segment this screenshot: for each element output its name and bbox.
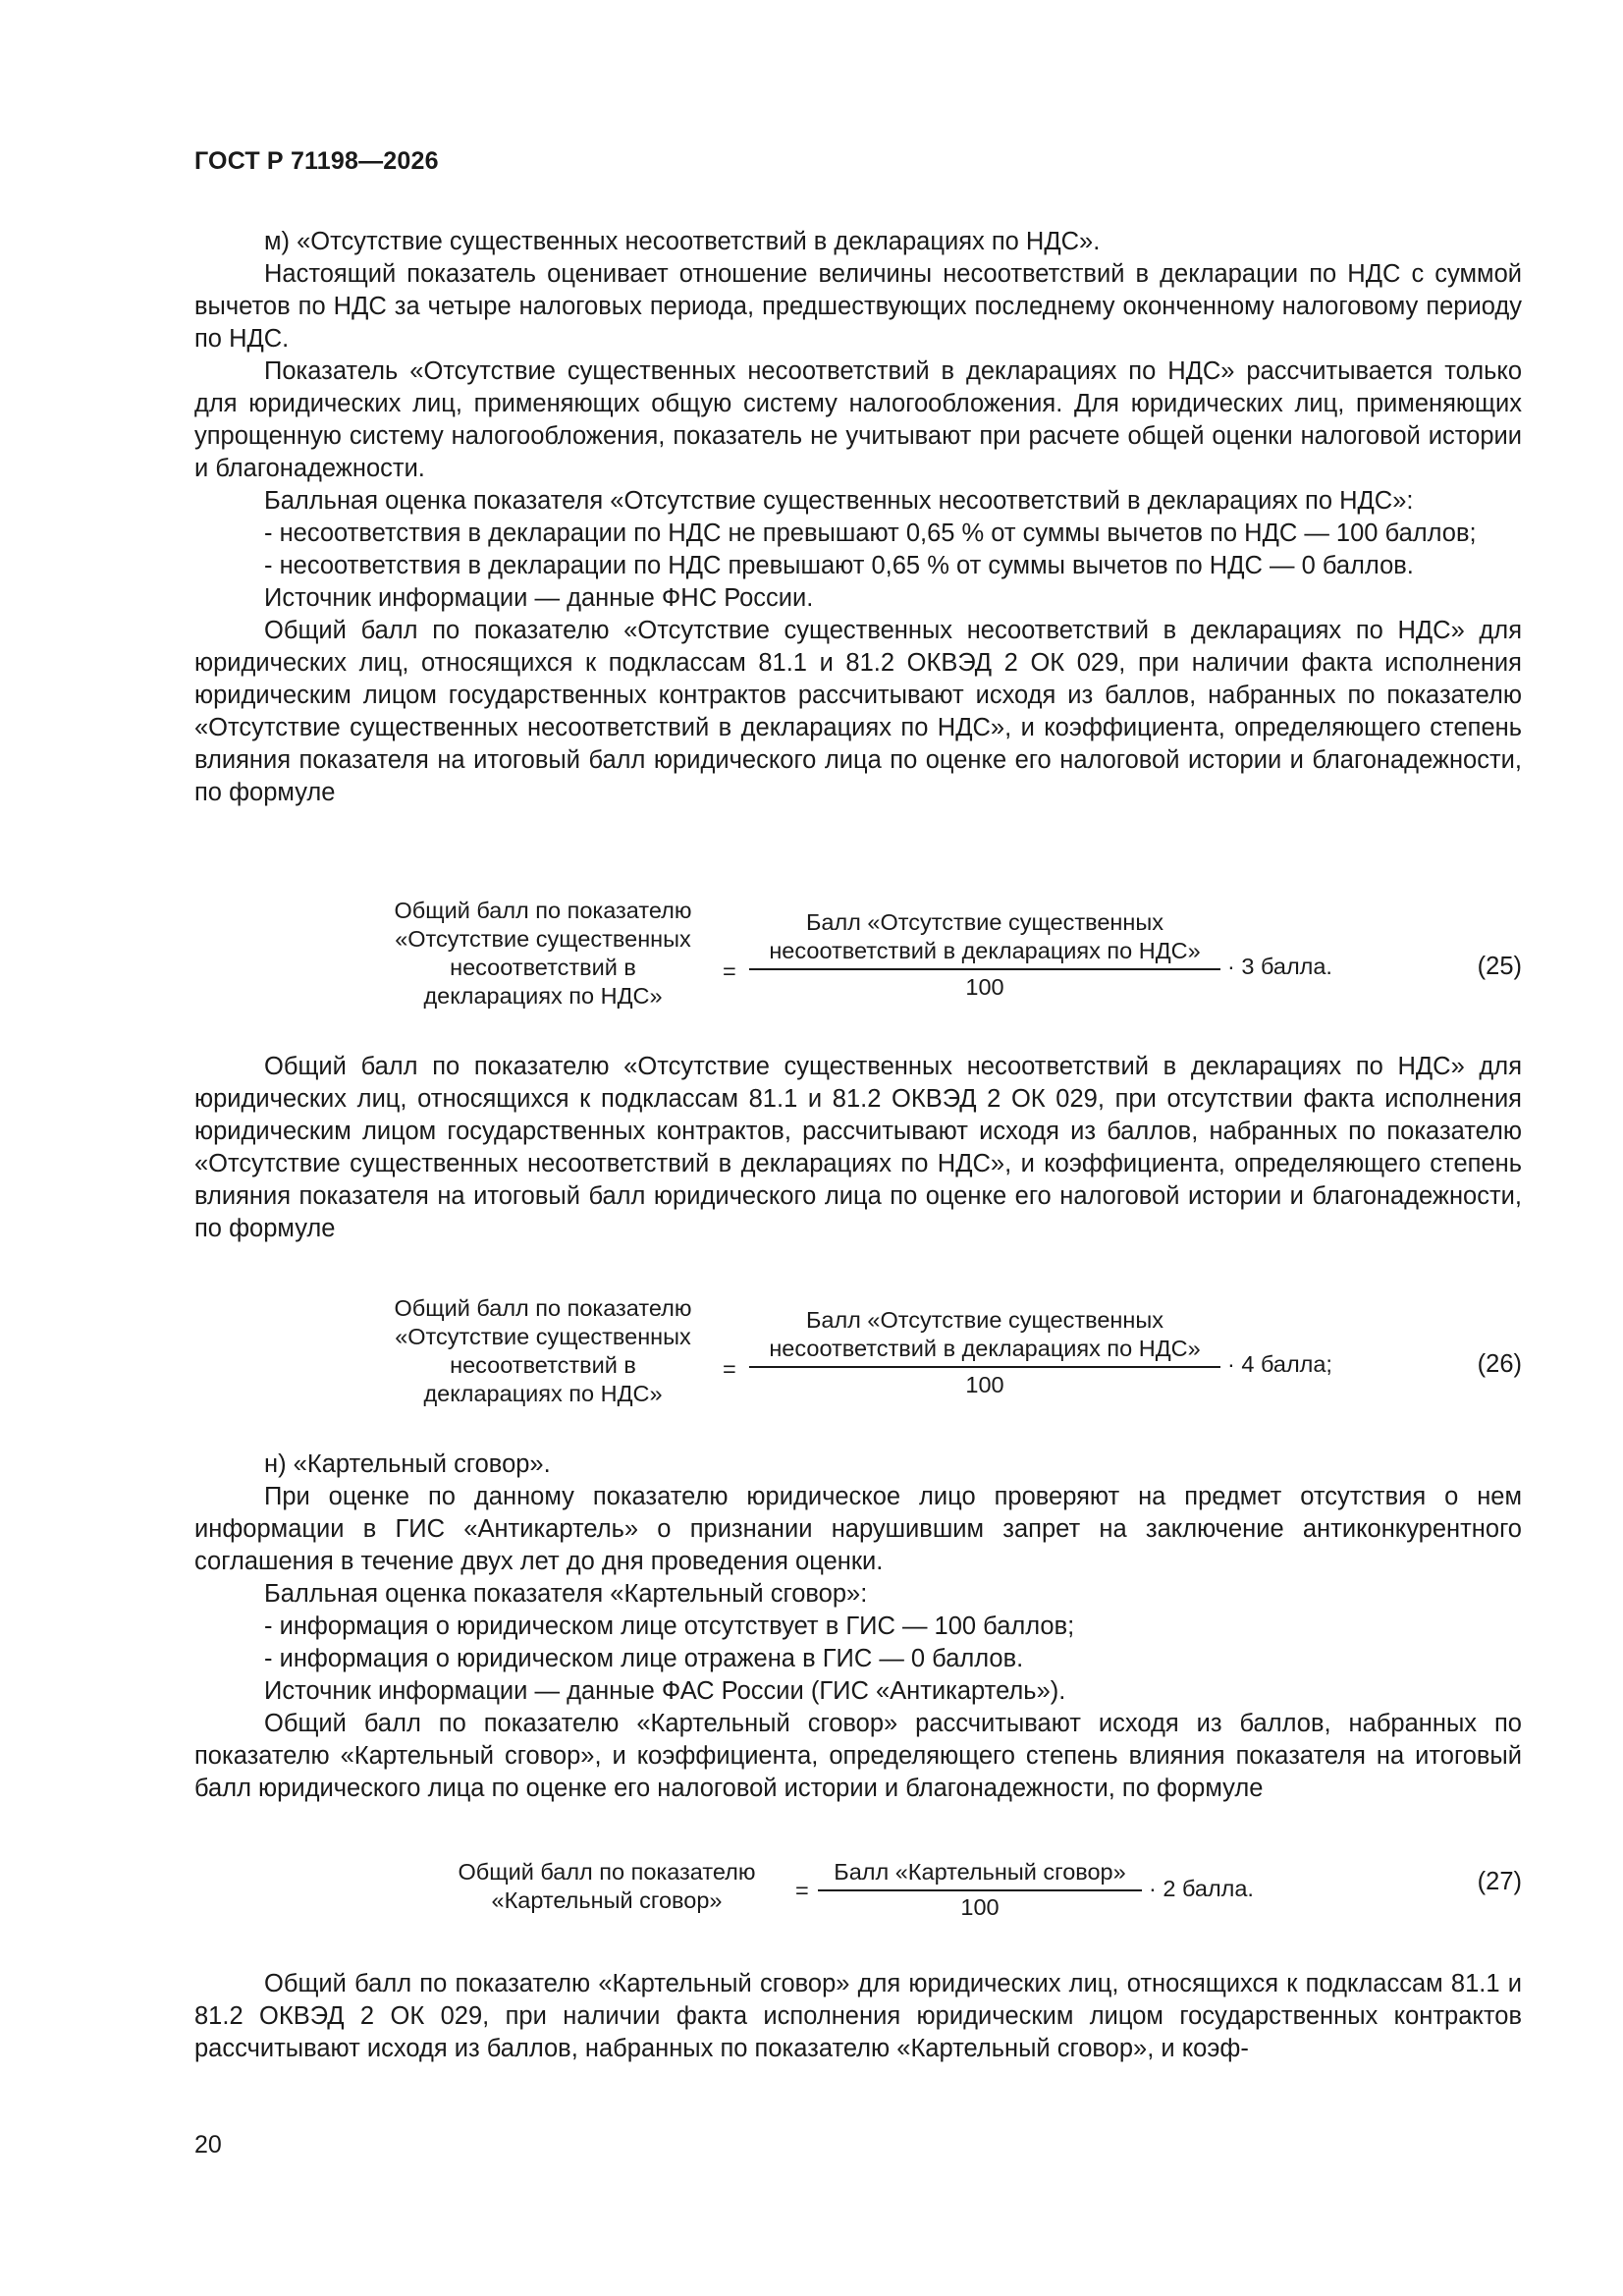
list-item: - информация о юридическом лице отражена в ГИС — 0 баллов. (264, 1645, 1024, 1672)
formula-27 (194, 1858, 1522, 1927)
equals-sign: = (723, 1356, 736, 1382)
paragraph: Источник информации — данные ФАС России (ГИС «Антикартель»). (264, 1677, 1066, 1705)
fraction-bar (749, 1366, 1220, 1368)
formula-lhs: Общий балл по показателю «Картельный сговор» (458, 1859, 756, 1913)
text-block-1 (194, 226, 1522, 809)
formula-lhs: Общий балл по показателю «Отсутствие существенных несоответствий в декларациях по НДС» (394, 1295, 692, 1406)
formula-26 (194, 1294, 1522, 1412)
formula-lhs: Общий балл по показателю «Отсутствие существенных несоответствий в декларациях по НДС» (394, 898, 692, 1009)
formula-numerator: Балл «Отсутствие существенных несоответствий в декларациях по НДС» (769, 1307, 1201, 1361)
equals-sign: = (723, 958, 736, 984)
list-item: - несоответствия в декларации по НДС превышают 0,65 % от суммы вычетов по НДС — 0 баллов. (264, 552, 1414, 579)
fraction-bar (749, 968, 1220, 970)
paragraph: Источник информации — данные ФНС России. (264, 584, 814, 612)
paragraph: Общий балл по показателю «Отсутствие существенных несоответствий в декларациях по НДС» для юридических лиц, относящихся к подклассам 81.1 и 81.2 ОКВЭД 2 ОК 029, при отсутствии факта исполнения юридическим лицом государственных контрактов, рассчитывают исходя из баллов, набранных по показателю «Отсутствие существенных несоответствий в декларациях по НДС», и коэффициента, определяющего степень влияния показателя на итоговый балл юридического лица по оценке его налоговой истории и благонадежности, по формуле (194, 1053, 1522, 1242)
equals-sign: = (795, 1878, 809, 1903)
formula-number: (25) (1477, 953, 1522, 980)
formula-25 (194, 897, 1522, 1014)
paragraph: н) «Картельный сговор». (264, 1450, 551, 1478)
text-block-2 (194, 1051, 1522, 1245)
formula-denominator: 100 (965, 974, 1004, 1000)
paragraph: Настоящий показатель оценивает отношение величины несоответствий в декларации по НДС с суммой вычетов по НДС за четыре налоговых периода, предшествующих последнему оконченному налоговому периоду по НДС. (194, 260, 1522, 353)
formula-multiplier: · 4 балла; (1227, 1351, 1332, 1377)
list-item: - информация о юридическом лице отсутствует в ГИС — 100 баллов; (264, 1613, 1075, 1640)
formula-multiplier: · 3 балла. (1227, 954, 1332, 979)
paragraph: Балльная оценка показателя «Картельный сговор»: (264, 1580, 868, 1608)
paragraph: Общий балл по показателю «Картельный сговор» для юридических лиц, относящихся к подклассам 81.1 и 81.2 ОКВЭД 2 ОК 029, при наличии факта исполнения юридическим лицом государственных контрактов рассчитывают исходя из баллов, набранных по показателю «Картельный сговор», и коэф- (194, 1970, 1522, 2062)
formula-numerator: Балл «Картельный сговор» (834, 1859, 1126, 1885)
list-item: - несоответствия в декларации по НДС не превышают 0,65 % от суммы вычетов по НДС — 100 баллов; (264, 519, 1477, 547)
page-number: 20 (194, 2131, 222, 2159)
paragraph: При оценке по данному показателю юридическое лицо проверяют на предмет отсутствия о нем информации в ГИС «Антикартель» о признании нарушившим запрет на заключение антиконкурентного соглашения в течение двух лет до дня проведения оценки. (194, 1483, 1522, 1575)
paragraph: Общий балл по показателю «Отсутствие существенных несоответствий в декларациях по НДС» для юридических лиц, относящихся к подклассам 81.1 и 81.2 ОКВЭД 2 ОК 029, при наличии факта исполнения юридическим лицом государственных контрактов рассчитывают исходя из баллов, набранных по показателю «Отсутствие существенных несоответствий в декларациях по НДС», и коэффициента, определяющего степень влияния показателя на итоговый балл юридического лица по оценке его налоговой истории и благонадежности, по формуле (194, 617, 1522, 806)
document-header: ГОСТ Р 71198—2026 (194, 147, 439, 175)
formula-multiplier: · 2 балла. (1149, 1876, 1254, 1901)
formula-number: (26) (1477, 1350, 1522, 1378)
formula-number: (27) (1477, 1868, 1522, 1895)
text-block-4 (194, 1968, 1522, 2065)
formula-denominator: 100 (965, 1372, 1004, 1397)
paragraph: м) «Отсутствие существенных несоответствий в декларациях по НДС». (264, 228, 1101, 255)
paragraph: Балльная оценка показателя «Отсутствие существенных несоответствий в декларациях по НДС»: (264, 487, 1414, 515)
paragraph: Общий балл по показателю «Картельный сговор» рассчитывают исходя из баллов, набранных по показателю «Картельный сговор», и коэффициента, определяющего степень влияния показателя на итоговый балл юридического лица по оценке его налоговой истории и благонадежности, по формуле (194, 1710, 1522, 1802)
formula-denominator: 100 (960, 1894, 1000, 1920)
document-page (194, 0, 1522, 2296)
text-block-3 (194, 1449, 1522, 1805)
formula-numerator: Балл «Отсутствие существенных несоответствий в декларациях по НДС» (769, 909, 1201, 963)
fraction-bar (818, 1889, 1142, 1891)
paragraph: Показатель «Отсутствие существенных несоответствий в декларациях по НДС» рассчитывается только для юридических лиц, применяющих общую систему налогообложения. Для юридических лиц, применяющих упрощенную систему налогообложения, показатель не учитывают при расчете общей оценки налоговой истории и благонадежности. (194, 357, 1522, 482)
